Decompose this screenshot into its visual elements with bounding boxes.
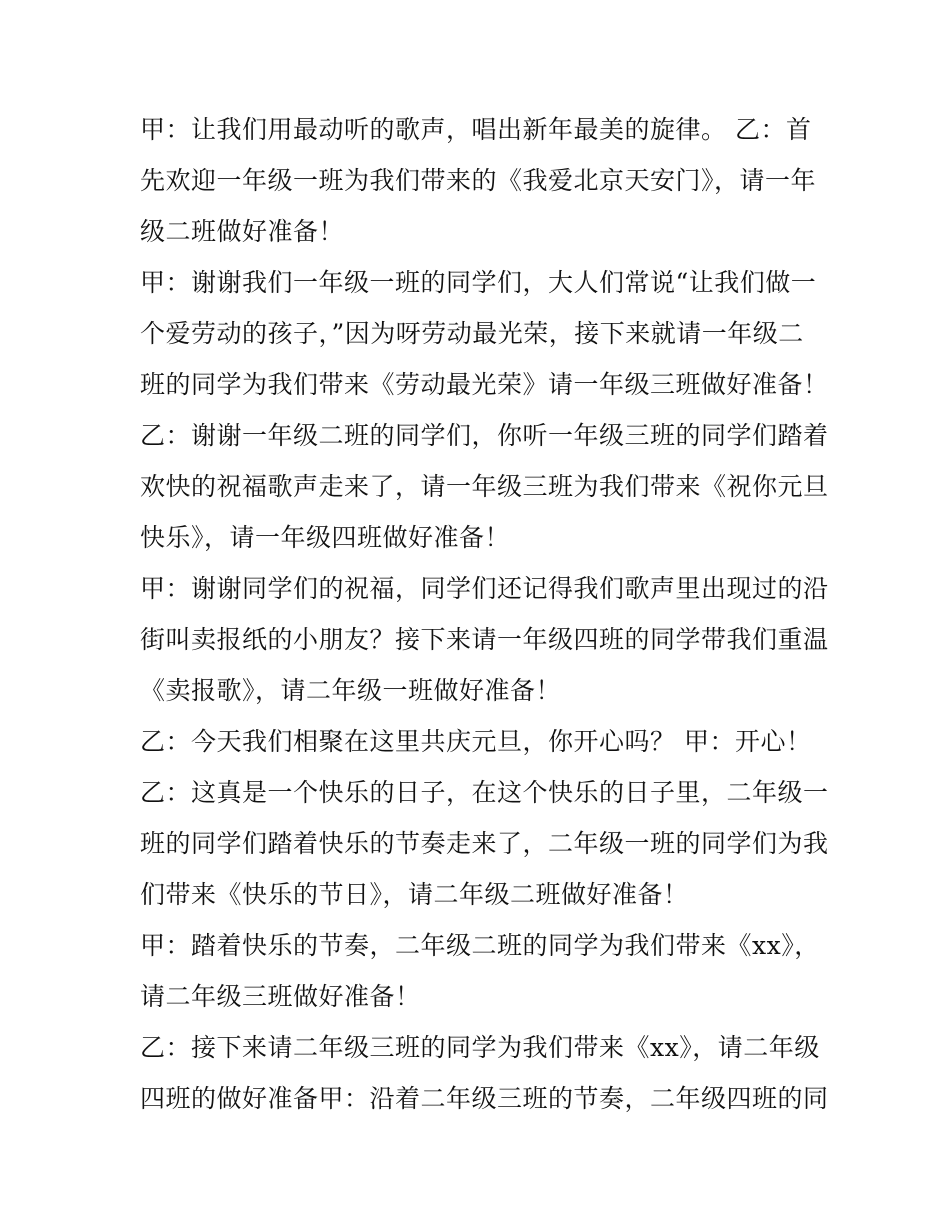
text-line: 乙：今天我们相聚在这里共庆元旦，你开心吗？ 甲：开心！ (140, 727, 812, 756)
text-line: 《卖报歌》，请二年级一班做好准备！ (140, 676, 562, 705)
text-line: 欢快的祝福歌声走来了，请一年级三班为我们带来《祝你元旦 (140, 472, 829, 501)
text-line: 先欢迎一年级一班为我们带来的《我爱北京天安门》，请一年 (140, 166, 817, 195)
text-line: 甲：让我们用最动听的歌声，唱出新年最美的旋律。 乙：首 (140, 115, 812, 144)
text-line: 班的同学为我们带来《劳动最光荣》请一年级三班做好准备！ (140, 370, 829, 399)
text-line: 四班的做好准备甲：沿着二年级三班的节奏，二年级四班的同 (140, 1084, 829, 1113)
text-line: 请二年级三班做好准备！ (140, 982, 421, 1011)
text-line: 班的同学们踏着快乐的节奏走来了，二年级一班的同学们为我 (140, 829, 829, 858)
text-line: 甲：谢谢我们一年级一班的同学们，大人们常说“让我们做一 (140, 268, 817, 297)
document-body (140, 104, 829, 1124)
text-line: 乙：谢谢一年级二班的同学们，你听一年级三班的同学们踏着 (140, 421, 829, 450)
text-line: 街叫卖报纸的小朋友？接下来请一年级四班的同学带我们重温 (140, 625, 829, 654)
text-line: 乙：接下来请二年级三班的同学为我们带来《xx》，请二年级 (140, 1033, 820, 1062)
text-line: 级二班做好准备！ (140, 217, 345, 246)
text-line: 快乐》，请一年级四班做好准备！ (140, 523, 511, 552)
text-line: 甲：踏着快乐的节奏，二年级二班的同学为我们带来《xx》， (140, 931, 820, 960)
text-line: 甲：谢谢同学们的祝福，同学们还记得我们歌声里出现过的沿 (140, 574, 829, 603)
text-line: 乙：这真是一个快乐的日子，在这个快乐的日子里，二年级一 (140, 778, 829, 807)
text-line: 们带来《快乐的节日》，请二年级二班做好准备！ (140, 880, 689, 909)
text-line: 个爱劳动的孩子，”因为呀劳动最光荣，接下来就请一年级二 (140, 319, 804, 348)
